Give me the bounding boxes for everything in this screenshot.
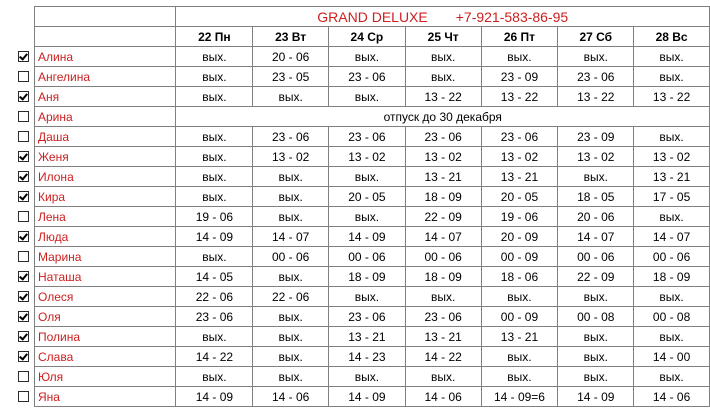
shift-cell: вых. (405, 287, 481, 307)
title-cell (176, 7, 710, 27)
row-checkbox[interactable] (18, 231, 29, 242)
shift-cell: 13 - 21 (481, 167, 558, 187)
shift-cell: 14 - 09 (558, 387, 634, 407)
staff-name: Яна (35, 387, 176, 407)
staff-name: Наташа (35, 267, 176, 287)
staff-row (35, 207, 710, 227)
shift-cell: вых. (329, 47, 406, 67)
shift-cell: вых. (176, 367, 253, 387)
shift-cell: 00 - 09 (481, 307, 558, 327)
shift-cell: 20 - 09 (481, 227, 558, 247)
day-header-corner (35, 27, 176, 47)
staff-row (35, 127, 710, 147)
row-checkbox[interactable] (18, 251, 29, 262)
shift-cell: вых. (253, 267, 329, 287)
shift-cell: 18 - 09 (405, 187, 481, 207)
shift-cell: вых. (558, 327, 634, 347)
row-checkbox[interactable] (18, 371, 29, 382)
shift-cell: 00 - 06 (329, 247, 406, 267)
shift-cell: 13 - 21 (405, 327, 481, 347)
staff-row (35, 67, 710, 87)
shift-cell: вых. (176, 87, 253, 107)
shift-cell: вых. (558, 347, 634, 367)
shift-cell: вых. (558, 47, 634, 67)
staff-name: Илона (35, 167, 176, 187)
shift-cell: вых. (176, 127, 253, 147)
shift-cell: вых. (634, 67, 710, 87)
shift-cell: 20 - 06 (253, 47, 329, 67)
shift-cell: 13 - 22 (558, 87, 634, 107)
shift-cell: 14 - 09=6 (481, 387, 558, 407)
shift-cell: 22 - 06 (176, 287, 253, 307)
day-header: 28 Вс (634, 27, 710, 47)
row-checkbox-wrap (16, 366, 30, 386)
staff-name: Оля (35, 307, 176, 327)
shift-cell: 20 - 06 (558, 207, 634, 227)
row-checkbox[interactable] (18, 131, 29, 142)
shift-cell: вых. (176, 47, 253, 67)
shift-cell: 18 - 09 (634, 267, 710, 287)
staff-row (35, 367, 710, 387)
shift-cell: вых. (634, 127, 710, 147)
row-checkbox-wrap (16, 86, 30, 106)
row-checkbox-wrap (16, 266, 30, 286)
title-row (35, 7, 710, 27)
shift-cell: 13 - 02 (253, 147, 329, 167)
shift-cell: вых. (481, 47, 558, 67)
shift-cell: 23 - 06 (405, 127, 481, 147)
row-checkbox[interactable] (18, 391, 29, 402)
shift-cell: 19 - 06 (481, 207, 558, 227)
shift-cell: 14 - 07 (405, 227, 481, 247)
shift-cell: вых. (176, 187, 253, 207)
shift-cell: вых. (176, 67, 253, 87)
row-checkbox[interactable] (18, 91, 29, 102)
vacation-note: отпуск до 30 декабря (176, 107, 710, 127)
shift-cell: вых. (481, 347, 558, 367)
shift-cell: вых. (558, 367, 634, 387)
shift-cell: 20 - 05 (481, 187, 558, 207)
shift-cell: вых. (253, 327, 329, 347)
staff-row (35, 187, 710, 207)
shift-cell: 19 - 06 (176, 207, 253, 227)
header-corner (35, 7, 176, 27)
staff-row (35, 267, 710, 287)
shift-cell: вых. (405, 367, 481, 387)
staff-name: Женя (35, 147, 176, 167)
shift-cell: 18 - 09 (405, 267, 481, 287)
shift-cell: 14 - 09 (176, 227, 253, 247)
shift-cell: 17 - 05 (634, 187, 710, 207)
shift-cell: 14 - 09 (329, 227, 406, 247)
staff-row (35, 387, 710, 407)
shift-cell: вых. (253, 347, 329, 367)
shift-cell: 00 - 06 (558, 247, 634, 267)
shift-cell: 00 - 09 (481, 247, 558, 267)
shift-cell: 18 - 06 (481, 267, 558, 287)
shift-cell: вых. (253, 367, 329, 387)
row-checkbox-wrap (16, 326, 30, 346)
staff-name: Полина (35, 327, 176, 347)
shift-cell: вых. (329, 167, 406, 187)
staff-name: Кира (35, 187, 176, 207)
shift-cell: 13 - 21 (634, 167, 710, 187)
shift-cell: вых. (634, 327, 710, 347)
staff-name: Даша (35, 127, 176, 147)
row-checkbox[interactable] (18, 111, 29, 122)
staff-name: Лена (35, 207, 176, 227)
shift-cell: вых. (481, 287, 558, 307)
row-checkbox-wrap (16, 46, 30, 66)
shift-cell: 14 - 22 (405, 347, 481, 367)
row-checkbox-wrap (16, 306, 30, 326)
shift-cell: 23 - 06 (558, 67, 634, 87)
staff-name: Юля (35, 367, 176, 387)
shift-cell: 13 - 22 (481, 87, 558, 107)
staff-row (35, 247, 710, 267)
staff-row (35, 47, 710, 67)
staff-name: Алина (35, 47, 176, 67)
shift-cell: 20 - 05 (329, 187, 406, 207)
row-checkbox[interactable] (18, 351, 29, 362)
shift-cell: 23 - 06 (481, 127, 558, 147)
day-header: 26 Пт (481, 27, 558, 47)
shift-cell: 23 - 06 (405, 307, 481, 327)
shift-cell: 00 - 08 (558, 307, 634, 327)
shift-cell: 23 - 06 (329, 67, 406, 87)
shift-cell: 13 - 02 (558, 147, 634, 167)
row-checkbox-wrap (16, 246, 30, 266)
shift-cell: вых. (253, 167, 329, 187)
shift-cell: вых. (634, 207, 710, 227)
row-checkbox[interactable] (18, 271, 29, 282)
day-header: 24 Ср (329, 27, 406, 47)
shift-cell: 00 - 06 (634, 247, 710, 267)
shift-cell: 14 - 07 (253, 227, 329, 247)
schedule-table (34, 6, 710, 407)
shift-cell: 23 - 06 (176, 307, 253, 327)
shift-cell: вых. (176, 147, 253, 167)
shift-cell: 00 - 08 (634, 307, 710, 327)
shift-cell: 13 - 02 (329, 147, 406, 167)
shift-cell: вых. (329, 207, 406, 227)
shift-cell: вых. (634, 287, 710, 307)
staff-name: Люда (35, 227, 176, 247)
shift-cell: вых. (176, 247, 253, 267)
shift-cell: вых. (634, 47, 710, 67)
row-checkbox-wrap (16, 146, 30, 166)
shift-cell: 23 - 06 (253, 127, 329, 147)
row-checkbox-wrap (16, 166, 30, 186)
phone-text: +7-921-583-86-95 (455, 8, 569, 25)
shift-cell: вых. (558, 287, 634, 307)
title-text: GRAND DELUXE (317, 8, 428, 25)
row-checkbox-wrap (16, 346, 30, 366)
row-checkbox-wrap (16, 106, 30, 126)
shift-cell: 23 - 09 (558, 127, 634, 147)
row-checkbox[interactable] (18, 291, 29, 302)
shift-cell: 14 - 06 (405, 387, 481, 407)
shift-cell: 23 - 09 (481, 67, 558, 87)
row-checkbox-wrap (16, 386, 30, 406)
shift-cell: 23 - 05 (253, 67, 329, 87)
shift-cell: 23 - 06 (329, 127, 406, 147)
shift-cell: 13 - 21 (481, 327, 558, 347)
shift-cell: 14 - 06 (634, 387, 710, 407)
day-header: 27 Сб (558, 27, 634, 47)
shift-cell: вых. (634, 367, 710, 387)
shift-cell: 14 - 06 (253, 387, 329, 407)
shift-cell: вых. (253, 87, 329, 107)
staff-row (35, 87, 710, 107)
shift-cell: 14 - 22 (176, 347, 253, 367)
staff-row (35, 307, 710, 327)
shift-cell: 22 - 09 (405, 207, 481, 227)
shift-cell: 00 - 06 (405, 247, 481, 267)
row-checkbox-wrap (16, 126, 30, 146)
shift-cell: вых. (405, 67, 481, 87)
shift-cell: вых. (253, 307, 329, 327)
shift-cell: вых. (558, 167, 634, 187)
shift-cell: вых. (176, 327, 253, 347)
day-header: 23 Вт (253, 27, 329, 47)
staff-row (35, 167, 710, 187)
staff-row (35, 147, 710, 167)
day-header: 25 Чт (405, 27, 481, 47)
row-checkbox-wrap (16, 206, 30, 226)
shift-cell: 00 - 06 (253, 247, 329, 267)
shift-cell: вых. (329, 367, 406, 387)
shift-cell: 18 - 05 (558, 187, 634, 207)
shift-cell: вых. (176, 167, 253, 187)
checkbox-spacer (16, 26, 30, 46)
staff-row (35, 287, 710, 307)
checkbox-spacer (16, 6, 30, 26)
shift-cell: 14 - 00 (634, 347, 710, 367)
shift-cell: вых. (253, 187, 329, 207)
shift-cell: вых. (329, 287, 406, 307)
staff-name: Арина (35, 107, 176, 127)
row-checkbox-wrap (16, 66, 30, 86)
row-checkbox[interactable] (18, 151, 29, 162)
checkbox-column (16, 6, 30, 406)
row-checkbox[interactable] (18, 171, 29, 182)
shift-cell: 13 - 02 (405, 147, 481, 167)
shift-cell: 14 - 23 (329, 347, 406, 367)
day-header-row (35, 27, 710, 47)
row-checkbox[interactable] (18, 51, 29, 62)
staff-name: Ангелина (35, 67, 176, 87)
shift-cell: 14 - 07 (634, 227, 710, 247)
row-checkbox-wrap (16, 186, 30, 206)
shift-cell: вых. (253, 207, 329, 227)
staff-name: Марина (35, 247, 176, 267)
row-checkbox-wrap (16, 226, 30, 246)
row-checkbox-wrap (16, 286, 30, 306)
shift-cell: 13 - 22 (634, 87, 710, 107)
shift-cell: вых. (329, 87, 406, 107)
day-header: 22 Пн (176, 27, 253, 47)
shift-cell: 22 - 06 (253, 287, 329, 307)
shift-cell: 23 - 06 (329, 307, 406, 327)
row-checkbox[interactable] (18, 191, 29, 202)
staff-row (35, 227, 710, 247)
staff-row (35, 347, 710, 367)
shift-cell: 22 - 09 (558, 267, 634, 287)
row-checkbox[interactable] (18, 331, 29, 342)
staff-row (35, 107, 710, 127)
shift-cell: 14 - 07 (558, 227, 634, 247)
shift-cell: вых. (405, 47, 481, 67)
shift-cell: 14 - 05 (176, 267, 253, 287)
shift-cell: 14 - 09 (176, 387, 253, 407)
row-checkbox[interactable] (18, 71, 29, 82)
staff-name: Олеся (35, 287, 176, 307)
shift-cell: 13 - 21 (405, 167, 481, 187)
shift-cell: 13 - 02 (481, 147, 558, 167)
shift-cell: 18 - 09 (329, 267, 406, 287)
shift-cell: 13 - 02 (634, 147, 710, 167)
row-checkbox[interactable] (18, 211, 29, 222)
shift-cell: 13 - 22 (405, 87, 481, 107)
staff-name: Слава (35, 347, 176, 367)
shift-cell: 14 - 09 (329, 387, 406, 407)
shift-cell: 13 - 21 (329, 327, 406, 347)
staff-row (35, 327, 710, 347)
row-checkbox[interactable] (18, 311, 29, 322)
shift-cell: вых. (481, 367, 558, 387)
staff-name: Аня (35, 87, 176, 107)
